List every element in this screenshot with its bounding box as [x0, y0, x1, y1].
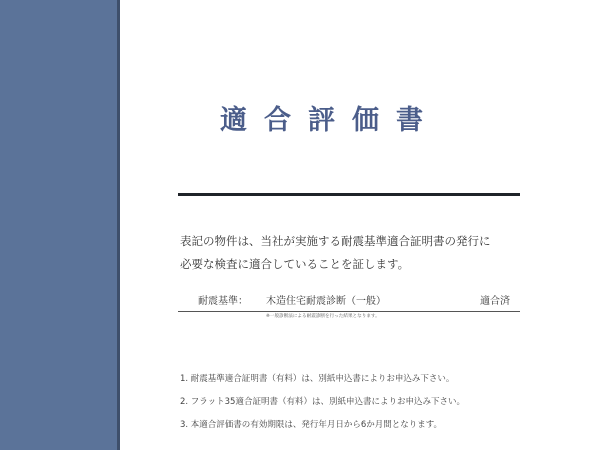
- notes-list: [180, 372, 465, 441]
- result-status: 適合済: [480, 296, 510, 307]
- document-title: 適合評価書: [220, 105, 440, 136]
- result-underline: [178, 311, 520, 312]
- note-item: 1. 耐震基準適合証明書（有料）は、別紙申込書によりお申込み下さい。: [180, 374, 455, 384]
- statement-line-1: 表記の物件は、当社が実施する耐震基準適合証明書の発行に: [180, 234, 491, 248]
- result-method: 木造住宅耐震診断（一般）: [266, 296, 386, 307]
- result-label: 耐震基準：: [198, 296, 248, 307]
- result-footnote: ※一般診断法による耐震診断を行った結果となります。: [266, 314, 380, 319]
- note-item: 2. フラット35適合証明書（有料）は、別紙申込書によりお申込み下さい。: [180, 397, 465, 407]
- statement-line-2: 必要な検査に適合していることを証します。: [180, 257, 410, 271]
- title-divider: [178, 193, 520, 196]
- note-item: 3. 本適合評価書の有効期限は、発行年月日から6か月間となります。: [180, 420, 443, 430]
- side-color-band: [0, 0, 120, 450]
- result-row: [178, 290, 520, 312]
